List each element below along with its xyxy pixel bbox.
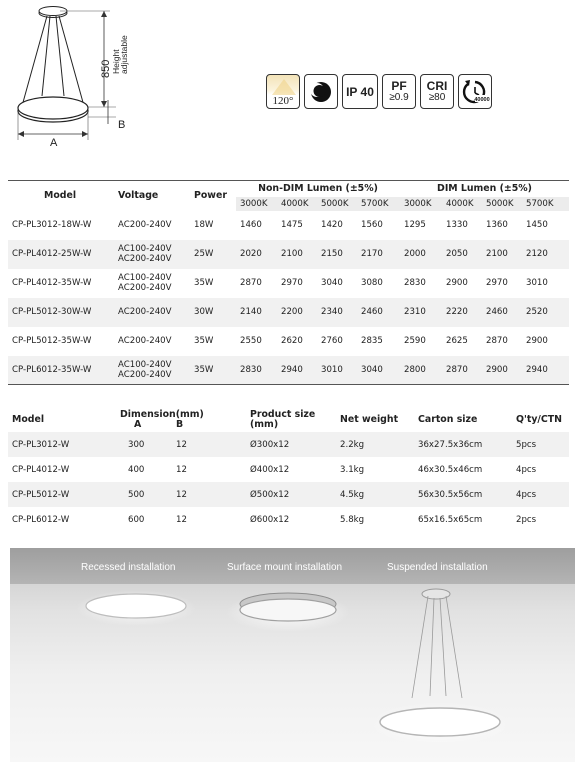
qty-cell: 2pcs	[512, 507, 569, 532]
cct-header: 4000K	[442, 197, 482, 211]
lumen-cell: 2150	[317, 240, 357, 269]
height-note-label: Height	[111, 49, 121, 74]
lumen-cell: 3010	[317, 356, 357, 385]
col-header-product-size	[246, 408, 336, 432]
voltage-cell	[114, 327, 190, 356]
b-cell: 12	[172, 432, 246, 457]
model-cell: CP-PL4012-35W-W	[8, 269, 114, 298]
lumen-cell: 1460	[236, 211, 277, 240]
power-cell: 35W	[190, 327, 236, 356]
voltage-line: AC100-240V	[118, 359, 172, 370]
model-cell: CP-PL6012-35W-W	[8, 356, 114, 385]
qty-cell: 4pcs	[512, 457, 569, 482]
lumen-cell: 3040	[317, 269, 357, 298]
dimension-row	[8, 482, 569, 507]
voltage-line: AC200-240V	[118, 283, 172, 293]
lumen-cell: 2460	[357, 298, 400, 327]
col-header-model: Model	[12, 414, 45, 425]
voltage-cell	[114, 240, 190, 269]
voltage-cell	[114, 269, 190, 298]
spec-row	[8, 211, 569, 240]
lumen-cell: 3040	[357, 356, 400, 385]
model-cell: CP-PL5012-W	[8, 482, 120, 507]
cct-header: 5000K	[482, 197, 522, 211]
b-cell: 12	[172, 507, 246, 532]
weight-cell: 3.1kg	[336, 457, 414, 482]
lumen-cell: 1295	[400, 211, 442, 240]
lumen-cell: 2620	[277, 327, 317, 356]
model-cell: CP-PL3012-18W-W	[8, 211, 114, 240]
lumen-cell: 2550	[236, 327, 277, 356]
lumen-cell: 2870	[482, 327, 522, 356]
a-cell: 600	[120, 507, 172, 532]
col-header-nondim-lumen: Non-DIM Lumen (±5%)	[236, 181, 400, 197]
lumen-cell: 2870	[236, 269, 277, 298]
power-cell: 18W	[190, 211, 236, 240]
weight-cell: 5.8kg	[336, 507, 414, 532]
lumen-cell: 2970	[482, 269, 522, 298]
dimension-a-header: A	[134, 419, 142, 430]
recessed-installation-caption: Recessed installation	[81, 562, 176, 573]
lumen-cell: 2460	[482, 298, 522, 327]
col-header-dimension	[120, 408, 246, 432]
model-cell: CP-PL6012-W	[8, 507, 120, 532]
feature-icons	[266, 74, 492, 109]
b-cell: 12	[172, 457, 246, 482]
lumen-cell: 2100	[482, 240, 522, 269]
product-size-line2: (mm)	[250, 419, 279, 430]
lifetime-icon	[458, 74, 492, 109]
lumen-cell: 2870	[442, 356, 482, 385]
lumen-cell: 1475	[277, 211, 317, 240]
cri-value: ≥80	[428, 92, 446, 103]
model-cell: CP-PL4012-W	[8, 457, 120, 482]
dimension-title: Dimension(mm)	[120, 409, 204, 420]
lumen-cell: 3010	[522, 269, 569, 298]
weight-cell: 4.5kg	[336, 482, 414, 507]
lumen-cell: 1360	[482, 211, 522, 240]
col-header-power: Power	[190, 181, 236, 211]
voltage-line: AC100-240V	[118, 273, 172, 283]
cri-label: CRI	[426, 79, 448, 93]
surface-installation-caption: Surface mount installation	[227, 562, 343, 573]
lumen-cell: 2340	[317, 298, 357, 327]
col-header-voltage: Voltage	[114, 181, 190, 211]
a-cell: 500	[120, 482, 172, 507]
cct-header: 5000K	[317, 197, 357, 211]
model-cell: CP-PL4012-25W-W	[8, 240, 114, 269]
spec-row	[8, 356, 569, 385]
lumen-cell: 2900	[442, 269, 482, 298]
power-cell: 30W	[190, 298, 236, 327]
voltage-cell	[114, 298, 190, 327]
suspended-panel	[380, 708, 500, 736]
col-header-dim-lumen: DIM Lumen (±5%)	[400, 181, 569, 197]
lumen-cell: 2760	[317, 327, 357, 356]
power-cell: 35W	[190, 356, 236, 385]
height-value-label: 850	[100, 59, 112, 78]
b-cell: 12	[172, 482, 246, 507]
voltage-line: AC100-240V	[118, 244, 172, 254]
lumen-cell: 2970	[277, 269, 317, 298]
dimension-b-label: B	[118, 119, 126, 131]
carton-cell: 46x30.5x46cm	[414, 457, 512, 482]
lumen-cell: 2000	[400, 240, 442, 269]
pf-value: ≥0.9	[389, 92, 409, 103]
cct-header: 5700K	[522, 197, 569, 211]
lumen-cell: 2830	[400, 269, 442, 298]
spec-row	[8, 327, 569, 356]
spec-row	[8, 298, 569, 327]
dimension-row	[8, 432, 569, 457]
a-cell: 300	[120, 432, 172, 457]
lumen-spec-table	[8, 180, 569, 385]
size-cell: Ø400x12	[246, 457, 336, 482]
lifetime-value: 40000	[474, 96, 490, 103]
lumen-cell: 2050	[442, 240, 482, 269]
dimension-row	[8, 507, 569, 532]
power-cell: 25W	[190, 240, 236, 269]
size-cell: Ø500x12	[246, 482, 336, 507]
ip-rating-icon	[342, 74, 378, 109]
lumen-cell: 2100	[277, 240, 317, 269]
lumen-cell: 2520	[522, 298, 569, 327]
lumen-cell: 2940	[522, 356, 569, 385]
lumen-cell: 2590	[400, 327, 442, 356]
surface-panel	[240, 599, 336, 621]
pendant-dimension-drawing	[0, 0, 260, 160]
dimension-a-label: A	[50, 137, 58, 149]
lumen-cell: 2120	[522, 240, 569, 269]
cct-header: 5700K	[357, 197, 400, 211]
lumen-cell: 2020	[236, 240, 277, 269]
lumen-cell: 2200	[277, 298, 317, 327]
cct-header: 3000K	[400, 197, 442, 211]
voltage-line: AC200-240V	[118, 307, 172, 317]
qty-cell: 5pcs	[512, 432, 569, 457]
spec-row	[8, 269, 569, 298]
carton-cell: 65x16.5x65cm	[414, 507, 512, 532]
dimension-b-header: B	[176, 419, 184, 430]
power-factor-icon	[382, 74, 416, 109]
voltage-line: AC200-240V	[118, 336, 172, 346]
col-header-net-weight: Net weight	[340, 414, 399, 425]
voltage-line: AC200-240V	[118, 254, 172, 264]
adjustable-note-label: adjustable	[119, 35, 129, 74]
carton-cell: 36x27.5x36cm	[414, 432, 512, 457]
col-header-qty: Q'ty/CTN	[516, 414, 562, 425]
lumen-cell: 1450	[522, 211, 569, 240]
power-cell: 35W	[190, 269, 236, 298]
voltage-cell	[114, 356, 190, 385]
cct-header: 4000K	[277, 197, 317, 211]
ip-rating-value: IP 40	[346, 84, 374, 99]
dimension-row	[8, 457, 569, 482]
lumen-cell: 2310	[400, 298, 442, 327]
carton-cell: 56x30.5x56cm	[414, 482, 512, 507]
size-cell: Ø600x12	[246, 507, 336, 532]
cct-header: 3000K	[236, 197, 277, 211]
lumen-cell: 2900	[482, 356, 522, 385]
spec-row	[8, 240, 569, 269]
voltage-line: AC200-240V	[118, 220, 172, 230]
lumen-cell: 2140	[236, 298, 277, 327]
lumen-cell: 3080	[357, 269, 400, 298]
dimension-table	[8, 408, 569, 532]
qty-cell: 4pcs	[512, 482, 569, 507]
dimmable-icon	[304, 74, 338, 109]
lumen-cell: 1330	[442, 211, 482, 240]
col-header-carton-size: Carton size	[418, 414, 478, 425]
lumen-cell: 2800	[400, 356, 442, 385]
col-header-model: Model	[8, 181, 114, 211]
cri-icon	[420, 74, 454, 109]
lumen-cell: 2940	[277, 356, 317, 385]
product-size-line1: Product size	[250, 409, 316, 420]
lumen-cell: 1560	[357, 211, 400, 240]
voltage-cell	[114, 211, 190, 240]
suspended-installation-caption: Suspended installation	[387, 562, 488, 573]
lumen-cell: 2900	[522, 327, 569, 356]
pf-label: PF	[391, 79, 407, 93]
lumen-cell: 2625	[442, 327, 482, 356]
recessed-panel	[86, 594, 186, 618]
size-cell: Ø300x12	[246, 432, 336, 457]
model-cell: CP-PL5012-35W-W	[8, 327, 114, 356]
lumen-cell: 2830	[236, 356, 277, 385]
a-cell: 400	[120, 457, 172, 482]
lumen-cell: 2835	[357, 327, 400, 356]
model-cell: CP-PL3012-W	[8, 432, 120, 457]
model-cell: CP-PL5012-30W-W	[8, 298, 114, 327]
installation-photo	[10, 548, 575, 762]
lumen-cell: 1420	[317, 211, 357, 240]
voltage-line: AC200-240V	[118, 369, 172, 380]
beam-angle-value: 120°	[272, 95, 294, 107]
beam-angle-icon	[266, 74, 300, 109]
lumen-cell: 2170	[357, 240, 400, 269]
installation-illustration	[10, 548, 575, 762]
lumen-cell: 2220	[442, 298, 482, 327]
weight-cell: 2.2kg	[336, 432, 414, 457]
